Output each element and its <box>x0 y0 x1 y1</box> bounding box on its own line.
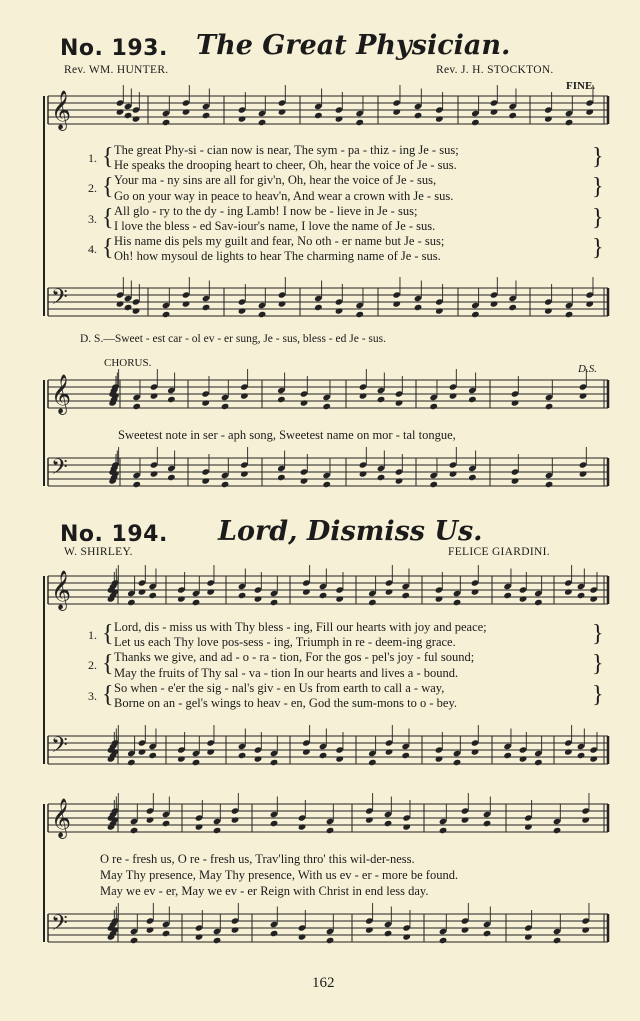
note-head <box>471 748 480 755</box>
note-head <box>439 937 448 944</box>
note-head <box>150 392 159 399</box>
note-head <box>579 470 588 477</box>
verse-brace: { <box>102 681 114 708</box>
note-head <box>449 392 458 399</box>
note-head <box>468 474 477 481</box>
chorus-label: CHORUS. <box>104 357 152 369</box>
note-head <box>202 112 211 119</box>
ds-line: D. S.—Sweet - est car - ol ev - er sung, Je - sus, bless - ed Je - sus. <box>80 333 386 345</box>
note-head <box>240 392 249 399</box>
verse-number: 1. <box>88 151 97 165</box>
note-head <box>335 307 344 314</box>
second-system-line-3: May we ev - er, May we ev - er Reign with Christ in end less day. <box>100 884 429 898</box>
note-head <box>385 588 394 595</box>
verse-brace: { <box>102 144 114 170</box>
note-head <box>177 755 186 762</box>
fine-mark: FINE. <box>566 80 596 92</box>
note-head <box>564 588 573 595</box>
note-head <box>192 599 201 606</box>
verse-line: Thanks we give, and ad - o - ra - tion, For the gos - pel's joy - ful sound; <box>114 650 475 665</box>
note-head <box>453 759 462 766</box>
hymn-193-author: Rev. WM. HUNTER. <box>64 64 169 76</box>
note-head <box>132 403 141 410</box>
note-head <box>319 752 328 759</box>
note-head <box>368 759 377 766</box>
note-head <box>270 599 279 606</box>
note-head <box>585 300 594 307</box>
verse-brace: { <box>102 174 114 201</box>
note-head <box>402 933 411 940</box>
verse-number: 2. <box>88 181 97 196</box>
verse-line: Go on your way in peace to heav'n, And wear a crown with Je - sus. <box>114 188 454 203</box>
note-head <box>449 470 458 477</box>
note-head <box>385 748 394 755</box>
note-head <box>544 115 553 122</box>
verse-brace-close: } <box>592 144 604 170</box>
note-head <box>581 926 590 933</box>
verse-line: So when - e'er the sig - nal's giv - en Us from earth to call a - way, <box>114 680 445 695</box>
page-number: 162 <box>312 975 335 991</box>
note-head <box>384 820 393 827</box>
verse-line: His name dis pels my guilt and fear, No oth - er name but Je - sus; <box>114 234 445 249</box>
hymn-194-number: No. 194. <box>60 522 168 547</box>
note-head <box>116 108 125 115</box>
note-head <box>377 396 386 403</box>
note-head <box>195 933 204 940</box>
note-head <box>231 816 240 823</box>
note-head <box>206 588 215 595</box>
note-head <box>335 755 344 762</box>
note-head <box>258 311 267 318</box>
note-head <box>355 119 364 126</box>
note-head <box>322 481 331 488</box>
note-head <box>192 759 201 766</box>
note-head <box>365 816 374 823</box>
note-head <box>564 748 573 755</box>
note-head <box>319 592 328 599</box>
note-head <box>545 481 554 488</box>
note-head <box>130 827 139 834</box>
note-head <box>124 112 133 119</box>
note-head <box>589 755 598 762</box>
note-head <box>335 595 344 602</box>
note-head <box>435 595 444 602</box>
note-head <box>127 599 136 606</box>
note-head <box>435 115 444 122</box>
second-system-line-2: May Thy presence, May Thy presence, With us ev - er - more be found. <box>100 868 459 882</box>
note-head <box>206 748 215 755</box>
note-head <box>581 816 590 823</box>
verse-line: Oh! how mysoul de lights to hear The charming name of Je - sus. <box>114 249 441 264</box>
verse-number: 4. <box>88 242 97 257</box>
note-head <box>565 311 574 318</box>
verse-line: I love the bless - ed Sav-iour's name, I love the name of Je - sus. <box>114 219 436 233</box>
verse-brace-close: } <box>592 174 604 201</box>
note-head <box>355 311 364 318</box>
note-head <box>162 820 171 827</box>
note-head <box>238 752 247 759</box>
note-head <box>162 311 171 318</box>
bass-clef: 𝄢 <box>51 733 68 763</box>
note-head <box>585 108 594 115</box>
bass-clef: 𝄢 <box>51 455 68 485</box>
second-system-line-1: O re - fresh us, O re - fresh us, Trav'ling thro' this wil-der-ness. <box>100 852 415 866</box>
note-head <box>577 592 586 599</box>
note-head <box>490 300 499 307</box>
note-head <box>302 588 311 595</box>
note-head <box>132 481 141 488</box>
verse-brace-close: } <box>592 621 604 647</box>
note-head <box>435 307 444 314</box>
verse-brace: { <box>102 235 114 262</box>
hymn-194-author: W. SHIRLEY. <box>64 546 133 558</box>
note-head <box>483 820 492 827</box>
hymn-193-title: The Great Physician. <box>196 30 511 61</box>
note-head <box>359 392 368 399</box>
note-head <box>395 399 404 406</box>
note-head <box>395 477 404 484</box>
verse-line: He speaks the drooping heart to cheer, Oh, hear the voice of Je - sus. <box>114 158 457 173</box>
note-head <box>270 930 279 937</box>
treble-clef: 𝄞 <box>51 374 72 414</box>
verse-brace-close: } <box>592 204 604 231</box>
note-head <box>439 827 448 834</box>
note-head <box>565 119 574 126</box>
note-head <box>511 477 520 484</box>
note-head <box>116 300 125 307</box>
note-head <box>270 759 279 766</box>
treble-clef: 𝄞 <box>51 798 72 838</box>
note-head <box>471 119 480 126</box>
note-head <box>201 399 210 406</box>
note-head <box>524 823 533 830</box>
note-head <box>254 755 263 762</box>
note-head <box>213 827 222 834</box>
note-head <box>167 474 176 481</box>
note-head <box>124 304 133 311</box>
verse-number: 3. <box>88 211 97 226</box>
note-head <box>553 827 562 834</box>
hymn-194-composer: FELICE GIARDINI. <box>448 546 550 558</box>
note-head <box>132 307 141 314</box>
verse-number: 1. <box>88 628 97 642</box>
chorus-lyric: Sweetest note in ser - aph song, Sweetest name on mor - tal tongue, <box>118 428 456 442</box>
note-head <box>579 392 588 399</box>
note-head <box>326 827 335 834</box>
note-head <box>322 403 331 410</box>
note-head <box>146 816 155 823</box>
note-head <box>277 396 286 403</box>
note-head <box>335 115 344 122</box>
note-head <box>132 115 141 122</box>
note-head <box>302 748 311 755</box>
note-head <box>221 481 230 488</box>
note-head <box>503 592 512 599</box>
note-head <box>167 396 176 403</box>
note-head <box>314 304 323 311</box>
note-head <box>453 599 462 606</box>
note-head <box>519 595 528 602</box>
note-head <box>300 399 309 406</box>
note-head <box>182 108 191 115</box>
note-head <box>544 307 553 314</box>
verse-brace: { <box>102 204 114 231</box>
verse-number: 3. <box>88 688 97 703</box>
note-head <box>182 300 191 307</box>
note-head <box>130 937 139 944</box>
note-head <box>201 477 210 484</box>
note-head <box>365 926 374 933</box>
note-head <box>238 115 247 122</box>
note-head <box>508 112 517 119</box>
note-head <box>589 595 598 602</box>
note-head <box>384 930 393 937</box>
note-head <box>508 304 517 311</box>
note-head <box>429 403 438 410</box>
note-head <box>471 588 480 595</box>
ds-mark: D.S. <box>578 363 597 375</box>
note-head <box>524 933 533 940</box>
note-head <box>177 595 186 602</box>
note-head <box>461 816 470 823</box>
note-head <box>298 823 307 830</box>
note-head <box>258 119 267 126</box>
note-head <box>471 311 480 318</box>
note-head <box>503 752 512 759</box>
note-head <box>148 752 157 759</box>
note-head <box>270 820 279 827</box>
note-head <box>326 937 335 944</box>
verse-number: 2. <box>88 658 97 673</box>
note-head <box>277 474 286 481</box>
note-head <box>553 937 562 944</box>
note-head <box>577 752 586 759</box>
note-head <box>254 595 263 602</box>
note-head <box>414 112 423 119</box>
verse-line: May the fruits of Thy sal - va - tion In our hearts and lives a - bound. <box>114 665 459 680</box>
note-head <box>359 470 368 477</box>
note-head <box>162 930 171 937</box>
note-head <box>368 599 377 606</box>
note-head <box>402 823 411 830</box>
note-head <box>534 599 543 606</box>
hymn-194-title: Lord, Dismiss Us. <box>218 516 483 547</box>
verse-line: All glo - ry to the dy - ing Lamb! I now be - lieve in Je - sus; <box>114 203 418 218</box>
verse-line: Your ma - ny sins are all for giv'n, Oh, hear the voice of Je - sus, <box>114 173 437 188</box>
verse-line: Lord, dis - miss us with Thy bless - ing, Fill our hearts with joy and peace; <box>114 620 487 634</box>
note-head <box>150 470 159 477</box>
note-head <box>138 748 147 755</box>
note-head <box>401 592 410 599</box>
note-head <box>314 112 323 119</box>
note-head <box>534 759 543 766</box>
note-head <box>298 933 307 940</box>
note-head <box>490 108 499 115</box>
verse-brace-close: } <box>592 681 604 708</box>
note-head <box>278 300 287 307</box>
treble-clef: 𝄞 <box>51 570 72 610</box>
verse-brace-close: } <box>592 235 604 262</box>
note-head <box>162 119 171 126</box>
note-head <box>300 477 309 484</box>
note-head <box>392 108 401 115</box>
note-head <box>435 755 444 762</box>
note-head <box>545 403 554 410</box>
verse-brace: { <box>102 651 114 678</box>
verse-brace-close: } <box>592 651 604 678</box>
note-head <box>221 403 230 410</box>
bass-clef: 𝄢 <box>51 911 68 941</box>
note-head <box>195 823 204 830</box>
bass-clef: 𝄢 <box>51 285 68 315</box>
note-head <box>238 592 247 599</box>
note-head <box>401 752 410 759</box>
verse-line: The great Phy-si - cian now is near, The sym - pa - thiz - ing Je - sus; <box>114 143 459 157</box>
note-head <box>231 926 240 933</box>
hymn-193-composer: Rev. J. H. STOCKTON. <box>436 64 554 76</box>
note-head <box>127 759 136 766</box>
note-head <box>377 474 386 481</box>
note-head <box>148 592 157 599</box>
note-head <box>238 307 247 314</box>
verse-brace: { <box>102 621 114 647</box>
note-head <box>392 300 401 307</box>
note-head <box>511 399 520 406</box>
verse-line: Borne on an - gel's wings to heav - en, God the sum-mons to o - bey. <box>114 696 458 710</box>
note-head <box>429 481 438 488</box>
note-head <box>213 937 222 944</box>
note-head <box>461 926 470 933</box>
note-head <box>138 588 147 595</box>
hymn-193-number: No. 193. <box>60 36 168 61</box>
note-head <box>240 470 249 477</box>
note-head <box>278 108 287 115</box>
note-head <box>483 930 492 937</box>
verse-line: Let us each Thy love pos-sess - ing, Triumph in re - deem-ing grace. <box>114 635 456 650</box>
note-head <box>146 926 155 933</box>
note-head <box>468 396 477 403</box>
note-head <box>414 304 423 311</box>
note-head <box>202 304 211 311</box>
treble-clef: 𝄞 <box>51 90 72 130</box>
note-head <box>519 755 528 762</box>
